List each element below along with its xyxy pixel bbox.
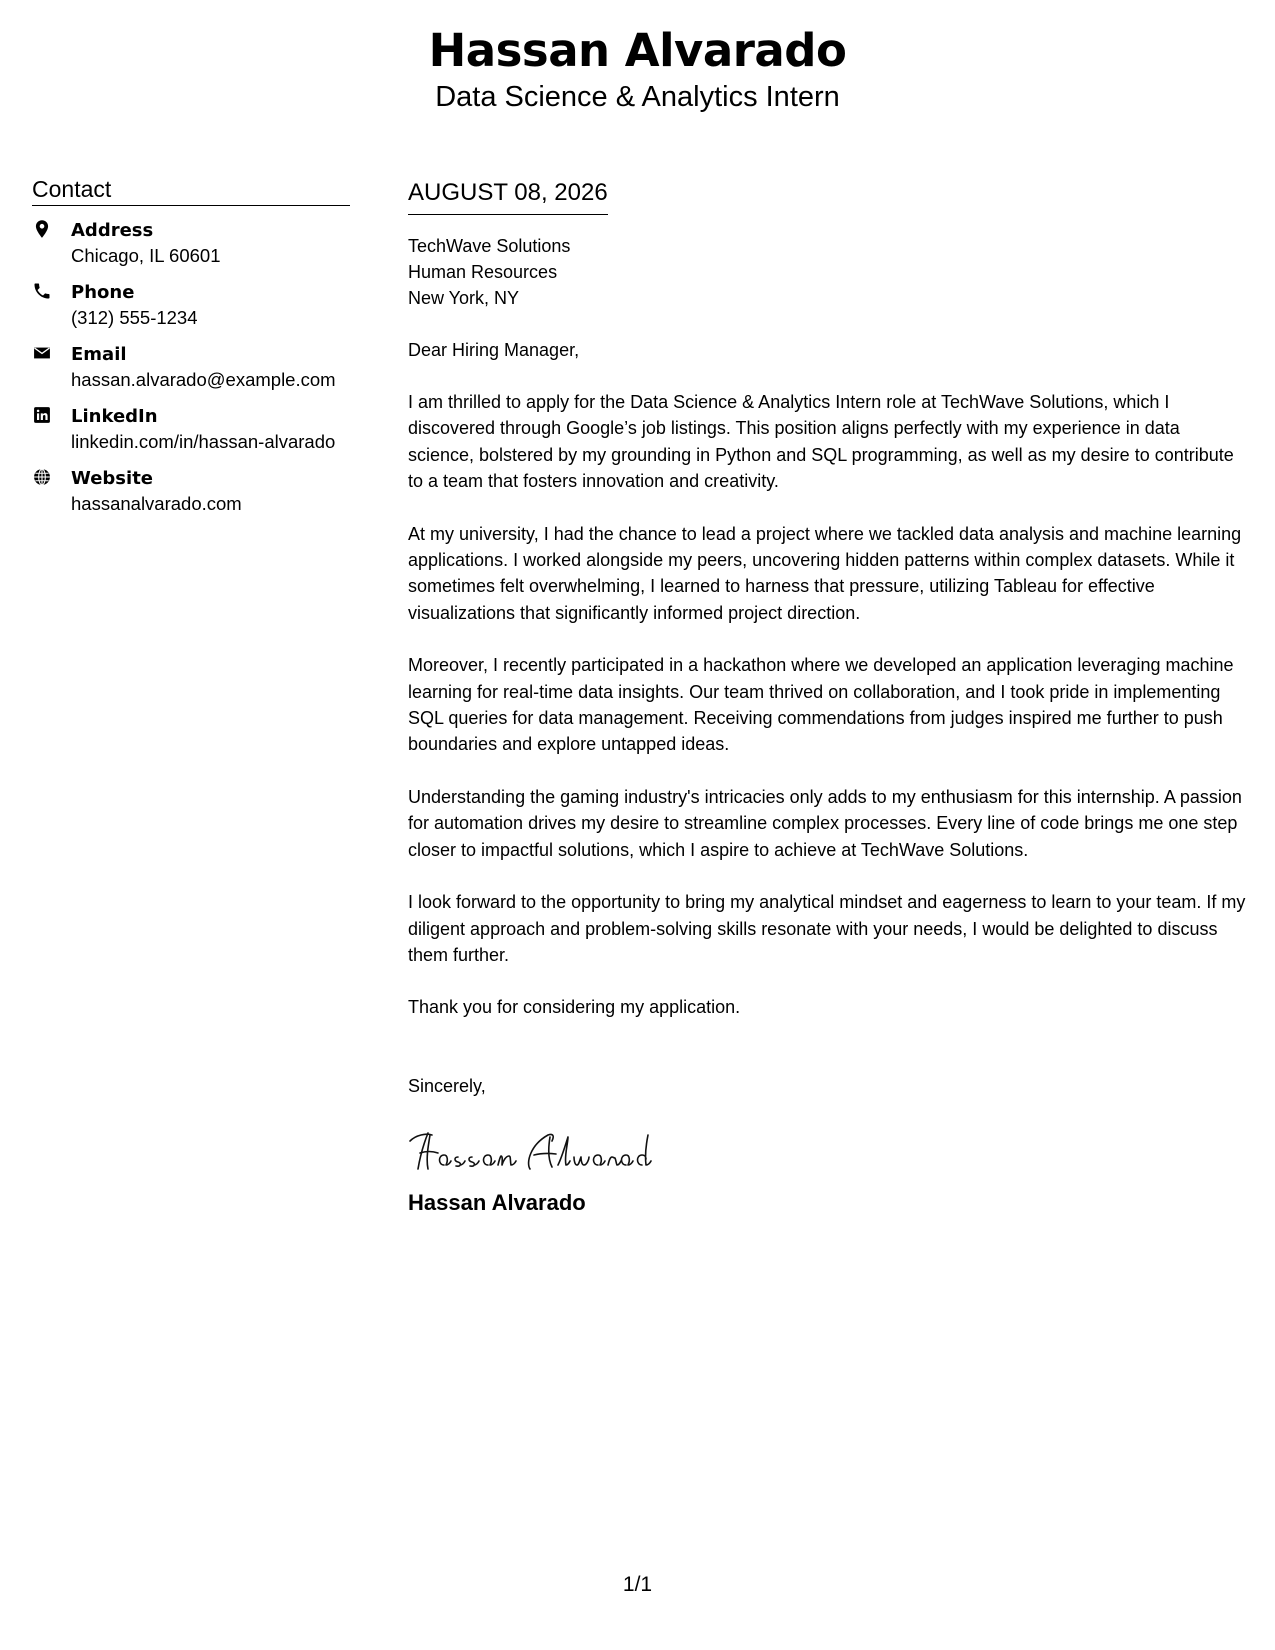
recipient-line: Human Resources <box>408 262 558 282</box>
letter-paragraph: Moreover, I recently participated in a hackathon where we developed an application leveraging machine learning for real-time data insights. Our team thrived on collaboration, and I took pride in implementing SQL queries for data management. Receiving commendations from judges inspired me further to push boundaries and explore untapped ideas. <box>408 655 1234 755</box>
contact-label: Address <box>71 220 154 241</box>
globe-icon <box>32 467 54 489</box>
recipient-block <box>408 233 1248 311</box>
contact-heading: Contact <box>32 175 350 206</box>
contact-label: Email <box>71 344 127 365</box>
contact-value: (312) 555-1234 <box>71 307 198 328</box>
letter-body <box>408 178 1248 1217</box>
handwritten-signature <box>408 1127 1248 1177</box>
contact-sidebar <box>32 175 350 528</box>
letter-paragraph: I am thrilled to apply for the Data Science & Analytics Intern role at TechWave Solutions, which I discovered through Google’s job listings. This position aligns perfectly with my experience in data science, bolstered by my grounding in Python and SQL programming, as well as my desire to contribute to a team that fosters innovation and creativity. <box>408 392 1234 492</box>
recipient-line: New York, NY <box>408 288 520 308</box>
letter-date: AUGUST 08, 2026 <box>408 178 608 215</box>
letter-paragraph: Thank you for considering my application. <box>408 997 741 1018</box>
contact-item-email <box>32 342 350 392</box>
applicant-role: Data Science & Analytics Intern <box>435 81 840 113</box>
salutation: Dear Hiring Manager, <box>408 340 580 360</box>
contact-label: LinkedIn <box>71 406 158 427</box>
contact-value: linkedin.com/in/hassan-alvarado <box>71 431 336 452</box>
page-number: 1/1 <box>622 1573 653 1596</box>
letter-paragraph: At my university, I had the chance to lead a project where we tackled data analysis and machine learning applications. I worked alongside my peers, uncovering hidden patterns within complex datasets. While it sometimes felt overwhelming, I learned to harness that pressure, utilizing Tableau for effective visualizations that significantly informed project direction. <box>408 523 1242 623</box>
linkedin-icon <box>32 405 54 427</box>
contact-item-phone <box>32 280 350 330</box>
map-pin-icon <box>32 219 54 241</box>
contact-value: hassan.alvarado@example.com <box>71 369 336 390</box>
contact-value: Chicago, IL 60601 <box>71 245 221 266</box>
envelope-icon <box>32 343 54 365</box>
contact-value: hassanalvarado.com <box>71 493 242 514</box>
contact-item-website <box>32 466 350 516</box>
recipient-line: TechWave Solutions <box>408 236 571 256</box>
letter-paragraph: Understanding the gaming industry's intricacies only adds to my enthusiasm for this internship. A passion for automation drives my desire to streamline complex processes. Every line of code brings me one step closer to impactful solutions, which I aspire to achieve at TechWave Solutions. <box>408 786 1242 860</box>
contact-label: Website <box>71 468 154 489</box>
contact-item-address <box>32 218 350 268</box>
closing: Sincerely, <box>408 1075 486 1096</box>
contact-label: Phone <box>71 282 135 303</box>
signer-name: Hassan Alvarado <box>408 1189 586 1215</box>
contact-item-linkedin <box>32 404 350 454</box>
letter-paragraph: I look forward to the opportunity to bring my analytical mindset and eagerness to learn to your team. If my diligent approach and problem-solving skills resonate with your needs, I would be delighted to discuss them further. <box>408 892 1246 965</box>
applicant-name: Hassan Alvarado <box>428 24 847 77</box>
letter-header <box>0 22 1275 114</box>
phone-icon <box>32 281 54 303</box>
